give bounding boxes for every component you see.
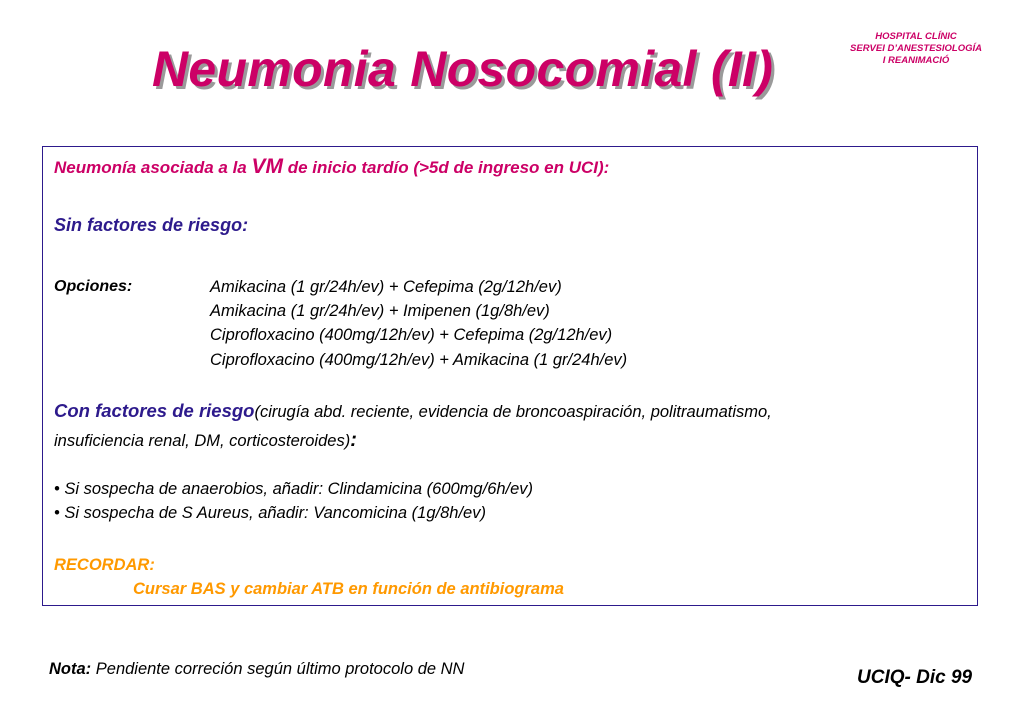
bullet-item: • Si sospecha de S Aureus, añadir: Vancomicina (1g/8h/ev) — [54, 504, 486, 522]
hospital-affiliation — [826, 31, 1006, 67]
note-text: Pendiente correción según último protocolo de NN — [91, 660, 465, 678]
slide-title: Neumonia Nosocomial (II) — [152, 41, 774, 97]
footer-note — [49, 660, 464, 679]
vm-abbreviation: VM — [251, 155, 283, 178]
risk-factors-detail: insuficiencia renal, DM, corticosteroides): — [54, 429, 357, 451]
hospital-line: SERVEI D’ANESTESIOLOGÍA — [850, 43, 982, 54]
note-label: Nota: — [49, 660, 92, 678]
no-risk-factors-heading: Sin factores de riesgo: — [54, 215, 249, 235]
recordar-text: Cursar BAS y cambiar ATB en función de antibiograma — [133, 580, 564, 598]
options-label: Opciones: — [54, 278, 133, 295]
risk-factors-heading: Con factores de riesgo(cirugía abd. reciente, evidencia de broncoaspiración, politraumatismo, — [54, 400, 772, 421]
footer-date: UCIQ- Dic 99 — [857, 667, 973, 688]
hospital-line: HOSPITAL CLÍNIC — [875, 31, 957, 42]
content-box — [42, 146, 978, 606]
option-item: Amikacina (1 gr/24h/ev) + Cefepima (2g/12h/ev) — [210, 278, 562, 296]
option-item: Amikacina (1 gr/24h/ev) + Imipenen (1g/8h/ev) — [210, 302, 550, 320]
hospital-line: I REANIMACIÓ — [882, 55, 950, 66]
recordar-label: RECORDAR: — [54, 556, 155, 574]
option-item: Ciprofloxacino (400mg/12h/ev) + Cefepima (2g/12h/ev) — [210, 326, 613, 344]
option-item: Ciprofloxacino (400mg/12h/ev) + Amikacina (1 gr/24h/ev) — [210, 351, 628, 369]
bullet-item: • Si sospecha de anaerobios, añadir: Clindamicina (600mg/6h/ev) — [54, 480, 534, 498]
late-onset-heading: Neumonía asociada a la VM de inicio tardío (>5d de ingreso en UCI): — [54, 155, 610, 178]
